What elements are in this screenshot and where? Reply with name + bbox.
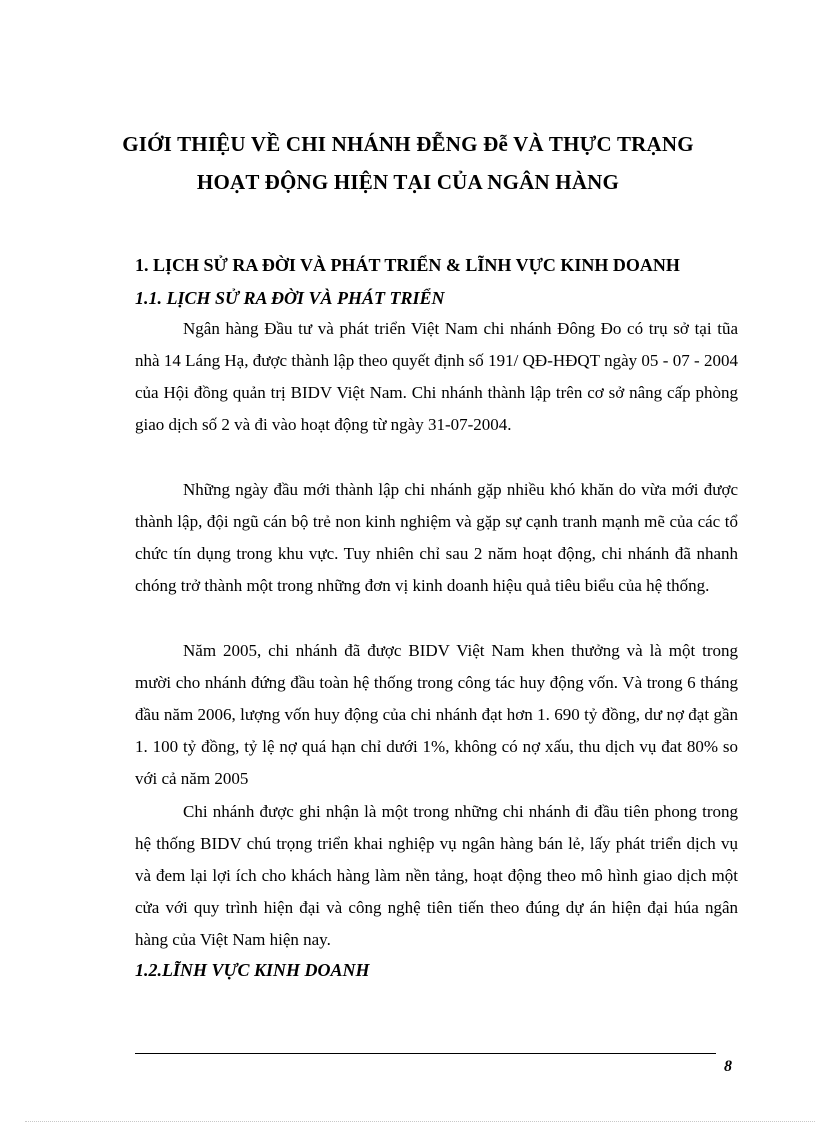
document-title-line-2: HOẠT ĐỘNG HIỆN TẠI CỦA NGÂN HÀNG bbox=[196, 170, 620, 194]
document-title-line-1: GIỚI THIỆU VỀ CHI NHÁNH ĐỄNG Đễ VÀ THỰC TRẠNG bbox=[122, 132, 694, 156]
paragraph-retail-pioneer: Chi nhánh được ghi nhận là một trong những chi nhánh đi đầu tiên phong trong hệ thống BIDV chú trọng triển khai nghiệp vụ ngân hàng bán lẻ, lấy phát triển dịch vụ và đem lại lợi ích cho khách hàng làm nền tảng, hoạt động theo mô hình giao dịch một cửa với quy trình hiện đại và công nghệ tiên tiến theo đúng dự án hiện đại húa ngân hàng của Việt Nam hiện nay. bbox=[135, 802, 738, 949]
page-bottom-border bbox=[25, 1121, 815, 1122]
section-heading: 1. LỊCH SỬ RA ĐỜI VÀ PHÁT TRIỂN & LĨNH VỰC KINH DOANH bbox=[135, 255, 680, 275]
subsection-heading-history: 1.1. LỊCH SỬ RA ĐỜI VÀ PHÁT TRIỂN bbox=[135, 288, 445, 308]
footer-divider bbox=[135, 1053, 716, 1054]
page-number: 8 bbox=[724, 1058, 732, 1075]
paragraph-early-days: Những ngày đầu mới thành lập chi nhánh gặp nhiều khó khăn do vừa mới được thành lập, đội ngũ cán bộ trẻ non kinh nghiệm và gặp sự cạnh tranh mạnh mẽ của các tổ chức tín dụng trong khu vực. Tuy nhiên chỉ sau 2 năm hoạt động, chi nhánh đã nhanh chóng trở thành một trong những đơn vị kinh doanh hiệu quả tiêu biểu của hệ thống. bbox=[135, 480, 738, 595]
subsection-heading-business: 1.2.LĨNH VỰC KINH DOANH bbox=[135, 960, 370, 980]
paragraph-achievements: Năm 2005, chi nhánh đã được BIDV Việt Nam khen thưởng và là một trong mười cho nhánh đứng đầu toàn hệ thống trong công tác huy động vốn. Và trong 6 tháng đầu năm 2006, lượng vốn huy động của chi nhánh đạt hơn 1. 690 tỷ đồng, dư nợ đạt gần 1. 100 tỷ đồng, tỷ lệ nợ quá hạn chỉ dưới 1%, không có nợ xấu, thu dịch vụ đat 80% so với cả năm 2005 bbox=[135, 641, 738, 788]
paragraph-founding: Ngân hàng Đầu tư và phát triển Việt Nam chi nhánh Đông Đo có trụ sở tại tũa nhà 14 Láng Hạ, được thành lập theo quyết định số 191/ QĐ-HĐQT ngày 05 - 07 - 2004 của Hội đồng quản trị BIDV Việt Nam. Chi nhánh thành lập trên cơ sở nâng cấp phòng giao dịch số 2 và đi vào hoạt động từ ngày 31-07-2004. bbox=[135, 319, 738, 434]
